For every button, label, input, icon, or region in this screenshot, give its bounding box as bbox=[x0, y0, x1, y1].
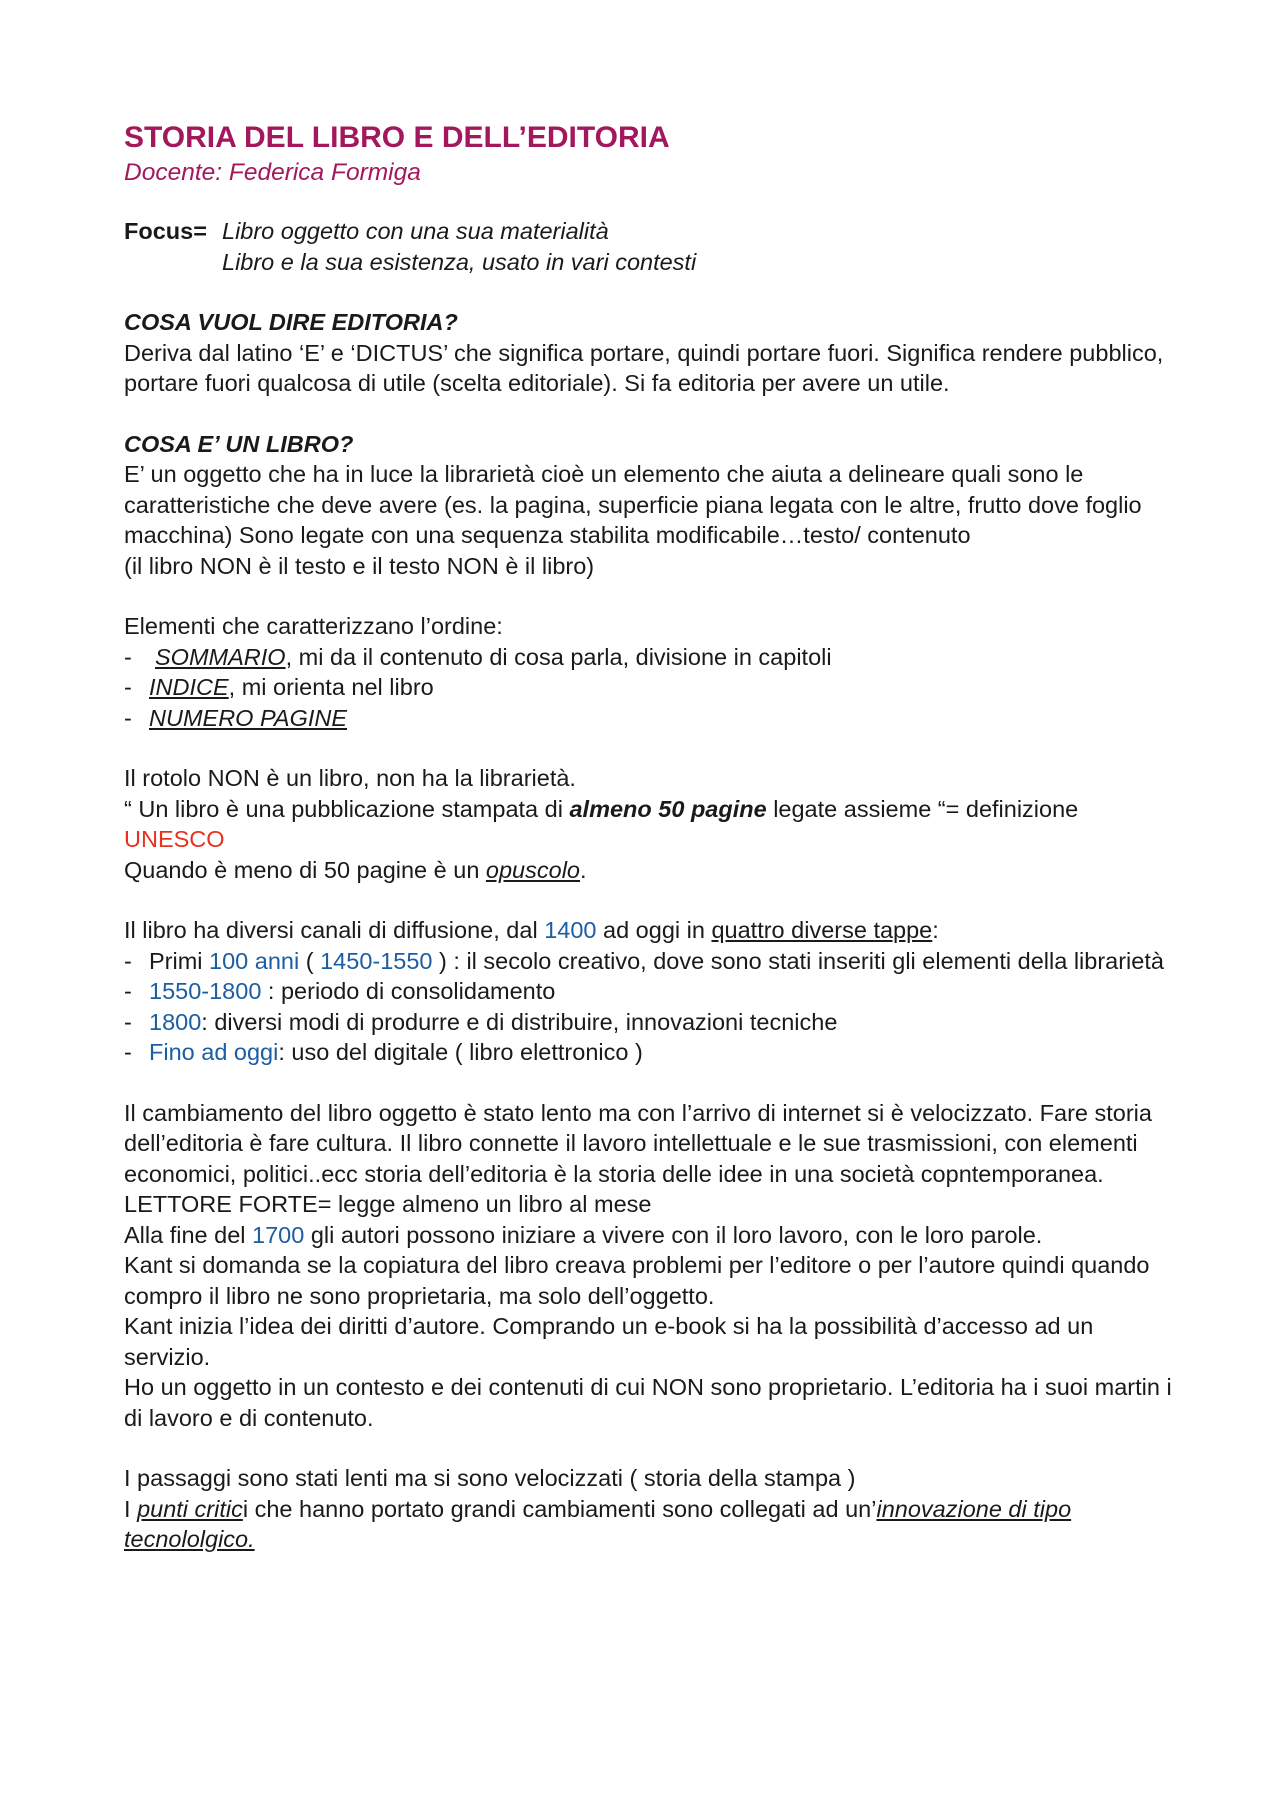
closing-text: I bbox=[124, 1495, 138, 1522]
section-body-editoria: Deriva dal latino ‘E’ e ‘DICTUS’ che significa portare, quindi portare fuori. Significa rendere pubblico, portare fuori qualcosa di utile (scelta editoriale). Si fa editoria per avere un utile. bbox=[124, 339, 1164, 396]
lettore-forte: LETTORE FORTE= legge almeno un libro al mese bbox=[124, 1191, 652, 1217]
quote-text: legate assieme “= definizione bbox=[766, 795, 1079, 822]
dash-bullet: - bbox=[124, 643, 132, 670]
section-heading-editoria: COSA VUOL DIRE EDITORIA? bbox=[124, 309, 458, 335]
closing-text: Alla fine del bbox=[124, 1221, 253, 1248]
closing-text: gli autori possono iniziare a vivere con il loro lavoro, con le loro parole. bbox=[304, 1221, 1043, 1248]
year-highlight: 1550-1800 bbox=[149, 978, 262, 1004]
tappa-text: ) : il secolo creativo, dove sono stati inseriti gli elementi della librarietà bbox=[432, 947, 1164, 974]
tappa-text: : uso del digitale ( libro elettronico ) bbox=[278, 1039, 643, 1065]
year-highlight: 1800 bbox=[149, 1008, 202, 1035]
year-highlight: 1400 bbox=[544, 917, 597, 943]
spacer bbox=[124, 733, 1174, 763]
list-item bbox=[124, 946, 1174, 977]
document-page bbox=[124, 120, 1174, 1555]
closing-paragraph: Il cambiamento del libro oggetto è stato lento ma con l’arrivo di internet si è velocizzato. Fare storia dell’editoria è fare cultura. Il libro connette il lavoro intellettuale e le sue trasmissioni, con elementi economici, politici..ecc storia dell’editoria è la storia delle idee in una società copntemporanea. bbox=[124, 1099, 1152, 1187]
tappe-text: : bbox=[932, 917, 939, 943]
tappa-text: Primi bbox=[149, 947, 210, 974]
term-desc: , mi orienta nel libro bbox=[228, 674, 434, 700]
focus-line-2: Libro e la sua esistenza, usato in vari contesti bbox=[222, 248, 697, 275]
dash-bullet: - bbox=[124, 1008, 132, 1035]
document-title: STORIA DEL LIBRO E DELL’EDITORIA bbox=[124, 121, 670, 154]
section-body-libro: E’ un oggetto che ha in luce la librarietà cioè un elemento che aiuta a delineare quali sono le caratteristiche che deve avere (es. la pagina, superficie piana legata con le altre, frutto dove foglio macchina) Sono legate con una sequenza stabilita modificabile…testo/ contenuto bbox=[124, 461, 1142, 548]
tappe-text: ad oggi in bbox=[596, 917, 712, 943]
section-note-libro: (il libro NON è il testo e il testo NON è il libro) bbox=[124, 552, 595, 579]
spacer bbox=[124, 277, 1174, 307]
focus-items bbox=[222, 216, 696, 277]
dash-bullet: - bbox=[124, 1039, 132, 1065]
order-list bbox=[124, 642, 1174, 734]
opuscolo-text: . bbox=[580, 856, 587, 883]
opuscolo-line bbox=[124, 855, 1174, 886]
term-desc: , mi da il contenuto di cosa parla, divisione in capitoli bbox=[285, 643, 832, 670]
kant-paragraph-1: Kant si domanda se la copiatura del libro creava problemi per l’editore o per l’autore quindi quando compro il libro ne sono proprietaria, ma solo dell’oggetto. bbox=[124, 1252, 1150, 1309]
list-item bbox=[124, 672, 1174, 703]
unesco-label: UNESCO bbox=[124, 826, 225, 852]
innovazione-term: innovazione di tipo tecnololgico. bbox=[124, 1495, 1072, 1552]
tappa-text: : periodo di consolidamento bbox=[261, 978, 556, 1004]
focus-label: Focus= bbox=[124, 218, 207, 244]
spacer bbox=[124, 581, 1174, 611]
dash-bullet: - bbox=[124, 978, 132, 1004]
section-heading-libro: COSA E’ UN LIBRO? bbox=[124, 430, 354, 457]
unesco-definition bbox=[124, 794, 1174, 855]
list-item bbox=[124, 976, 1174, 1007]
oggetto-paragraph: Ho un oggetto in un contesto e dei contenuti di cui NON sono proprietario. L’editoria ha i suoi martin i di lavoro e di contenuto. bbox=[124, 1374, 1172, 1431]
tappe-underlined: quattro diverse tappe bbox=[711, 917, 933, 943]
quote-emphasis: almeno 50 pagine bbox=[569, 795, 767, 822]
year-highlight: 100 anni bbox=[209, 947, 300, 974]
list-item bbox=[124, 642, 1174, 673]
punti-critici-line bbox=[124, 1494, 1174, 1555]
punti-critici-term: punti critic bbox=[137, 1495, 243, 1522]
spacer bbox=[124, 1068, 1174, 1098]
document-subtitle: Docente: Federica Formiga bbox=[124, 159, 421, 186]
tappe-intro bbox=[124, 915, 1174, 946]
focus-block bbox=[124, 216, 1174, 277]
tappe-list bbox=[124, 946, 1174, 1068]
list-item bbox=[124, 703, 1174, 734]
passaggi-line: I passaggi sono stati lenti ma si sono velocizzati ( storia della stampa ) bbox=[124, 1465, 856, 1491]
year-highlight: Fino ad oggi bbox=[149, 1039, 279, 1065]
list-item bbox=[124, 1037, 1174, 1068]
year-highlight: 1700 bbox=[252, 1221, 305, 1248]
dash-bullet: - bbox=[124, 674, 132, 700]
quote-text: “ Un libro è una pubblicazione stampata di bbox=[124, 795, 570, 822]
opuscolo-text: Quando è meno di 50 pagine è un bbox=[124, 856, 486, 883]
term: INDICE bbox=[149, 674, 229, 700]
year-highlight: 1450-1550 bbox=[320, 947, 433, 974]
tappa-text: ( bbox=[299, 947, 321, 974]
spacer bbox=[124, 885, 1174, 915]
spacer bbox=[124, 399, 1174, 429]
closing-text: i che hanno portato grandi cambiamenti sono collegati ad un’ bbox=[242, 1495, 877, 1522]
dash-bullet: - bbox=[124, 947, 132, 974]
alla-fine-line bbox=[124, 1220, 1174, 1251]
kant-paragraph-2: Kant inizia l’idea dei diritti d’autore. Comprando un e-book si ha la possibilità d’accesso ad un servizio. bbox=[124, 1313, 1094, 1370]
rotolo-line: Il rotolo NON è un libro, non ha la librarietà. bbox=[124, 765, 576, 791]
order-intro: Elementi che caratterizzano l’ordine: bbox=[124, 613, 503, 639]
list-item bbox=[124, 1007, 1174, 1038]
tappa-text: : diversi modi di produrre e di distribuire, innovazioni tecniche bbox=[201, 1008, 838, 1035]
term: NUMERO PAGINE bbox=[149, 704, 348, 731]
spacer bbox=[124, 1433, 1174, 1463]
term: SOMMARIO bbox=[155, 643, 286, 670]
tappe-text: Il libro ha diversi canali di diffusione, dal bbox=[124, 917, 545, 943]
focus-line-1: Libro oggetto con una sua materialità bbox=[222, 218, 609, 244]
opuscolo-term: opuscolo bbox=[485, 856, 580, 883]
dash-bullet: - bbox=[124, 704, 132, 731]
